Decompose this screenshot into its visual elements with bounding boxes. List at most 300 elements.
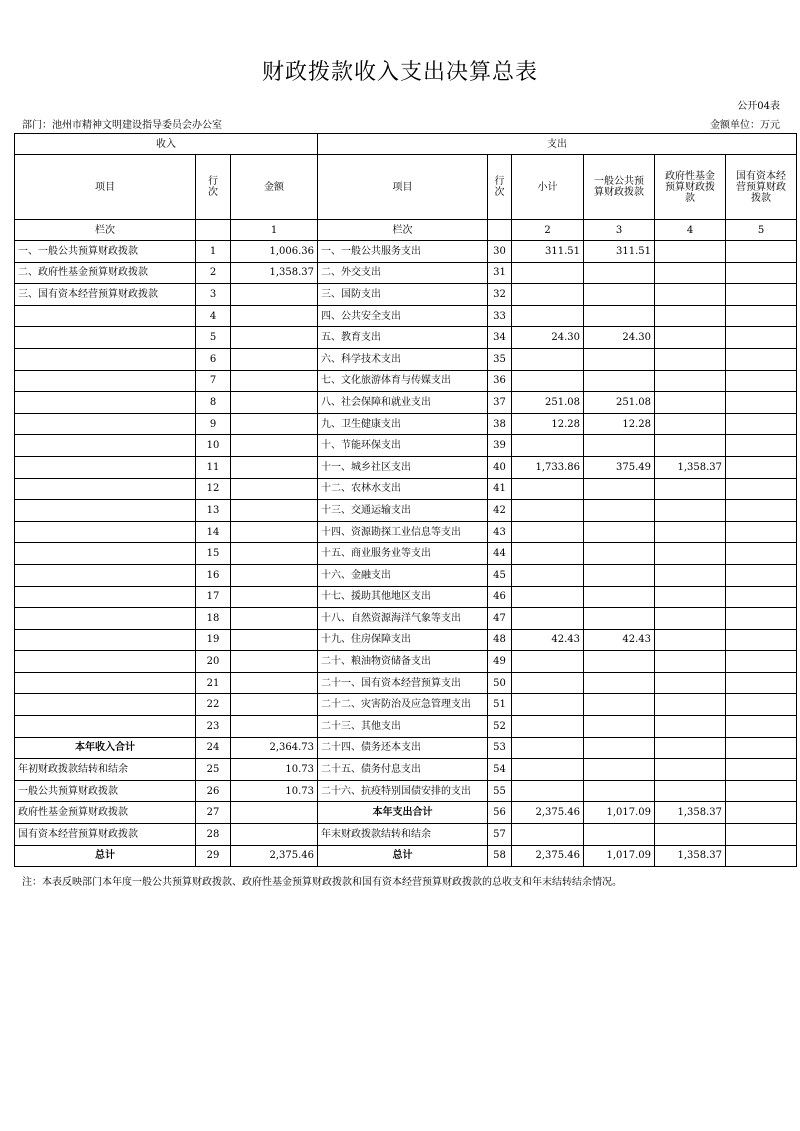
expense-item-cell: 十二、农林水支出 [318,478,488,500]
state-capital-cell [726,716,797,738]
table-row [15,435,797,457]
gov-fund-cell [655,586,726,608]
expense-row-no-cell: 43 [488,521,512,543]
general-budget-cell [584,305,655,327]
gov-fund-cell [655,651,726,673]
gov-fund-cell [655,284,726,306]
income-amount-cell [231,456,318,478]
expense-item-cell: 一、一般公共服务支出 [318,241,488,263]
subtotal-cell [512,564,584,586]
subtotal-cell [512,737,584,759]
income-item-cell [15,370,196,392]
form-code: 公开04表 [737,101,780,112]
income-amount-cell: 10.73 [231,759,318,781]
gov-fund-cell [655,478,726,500]
page-title: 财政拨款收入支出决算总表 [261,60,538,85]
subtotal-cell [512,694,584,716]
subtotal-cell [512,759,584,781]
income-header: 收入 [15,134,318,155]
table-row [15,478,797,500]
income-row-no-cell: 28 [196,824,231,846]
state-capital-cell [726,586,797,608]
subtotal-cell: 2,375.46 [512,845,584,867]
gov-fund-cell: 1,358.37 [655,802,726,824]
table-row [15,348,797,370]
expense-row-no-cell: 37 [488,392,512,414]
subtotal-cell [512,284,584,306]
expense-item-cell: 二十五、债务付息支出 [318,759,488,781]
state-capital-cell [726,284,797,306]
general-budget-cell [584,586,655,608]
general-budget-cell [584,716,655,738]
expense-item-cell: 二十四、债务还本支出 [318,737,488,759]
income-item-cell [15,564,196,586]
income-col-label: 栏次 [15,220,196,241]
table-row [15,500,797,522]
expense-item-cell: 二、外交支出 [318,262,488,284]
general-budget-cell: 42.43 [584,629,655,651]
gov-fund-cell [655,413,726,435]
general-budget-cell: 375.49 [584,456,655,478]
expense-col-index-4: 4 [655,220,726,241]
subtotal-cell [512,521,584,543]
gov-fund-cell [655,759,726,781]
income-item-cell: 国有资本经营预算财政拨款 [15,824,196,846]
general-budget-cell [584,780,655,802]
income-amount-cell [231,435,318,457]
income-row-no-cell: 15 [196,543,231,565]
table-row [15,780,797,802]
state-capital-cell [726,737,797,759]
general-budget-cell [584,694,655,716]
income-item-cell [15,521,196,543]
subtotal-cell [512,500,584,522]
income-row-no-cell: 24 [196,737,231,759]
expense-item-cell: 十六、金融支出 [318,564,488,586]
gov-fund-cell [655,737,726,759]
table-row [15,586,797,608]
state-capital-cell [726,564,797,586]
subtotal-cell [512,435,584,457]
expense-row-no-cell: 38 [488,413,512,435]
income-amount-cell [231,543,318,565]
state-capital-cell [726,435,797,457]
income-amount-cell: 2,375.46 [231,845,318,867]
income-amount-cell [231,824,318,846]
general-budget-cell [584,521,655,543]
expense-row-no-cell: 34 [488,327,512,349]
expense-item-cell: 六、科学技术支出 [318,348,488,370]
income-row-no-cell: 2 [196,262,231,284]
income-row-no-cell: 13 [196,500,231,522]
general-budget-cell [584,608,655,630]
income-row-no-cell: 4 [196,305,231,327]
income-amount-cell: 2,364.73 [231,737,318,759]
table-row [15,824,797,846]
income-row-no-cell: 14 [196,521,231,543]
income-item-cell [15,456,196,478]
general-budget-header: 一般公共预算财政拨款 [584,155,655,220]
expense-item-cell: 二十一、国有资本经营预算支出 [318,672,488,694]
income-row-no-cell: 23 [196,716,231,738]
table-row [15,327,797,349]
table-row [15,716,797,738]
table-row [15,413,797,435]
state-capital-cell [726,759,797,781]
expense-row-no-cell: 48 [488,629,512,651]
general-budget-cell [584,759,655,781]
state-capital-cell [726,824,797,846]
expense-row-no-cell: 35 [488,348,512,370]
table-row [15,694,797,716]
expense-row-no-cell: 52 [488,716,512,738]
header-row-sections [15,134,797,155]
table-row [15,284,797,306]
income-row-no-cell: 8 [196,392,231,414]
expense-col-index-5: 5 [726,220,797,241]
expense-row-no-cell: 36 [488,370,512,392]
expense-col-index-blank [488,220,512,241]
expense-col-index-2: 2 [512,220,584,241]
state-capital-cell [726,478,797,500]
expense-item-cell: 二十二、灾害防治及应急管理支出 [318,694,488,716]
income-row-no-cell: 22 [196,694,231,716]
income-amount-cell: 1,358.37 [231,262,318,284]
income-row-no-cell: 18 [196,608,231,630]
table-row [15,608,797,630]
general-budget-cell [584,564,655,586]
gov-fund-cell [655,780,726,802]
expense-header: 支出 [318,134,797,155]
expense-item-cell: 八、社会保障和就业支出 [318,392,488,414]
income-row-no-cell: 19 [196,629,231,651]
table-row [15,370,797,392]
income-item-cell [15,629,196,651]
expense-row-no-cell: 33 [488,305,512,327]
income-row-no-cell: 11 [196,456,231,478]
state-capital-cell [726,629,797,651]
expense-item-cell: 五、教育支出 [318,327,488,349]
subtotal-cell [512,651,584,673]
income-row-no-cell: 9 [196,413,231,435]
expense-item-cell: 二十三、其他支出 [318,716,488,738]
expense-row-no-cell: 32 [488,284,512,306]
expense-item-cell: 二十、粮油物资储备支出 [318,651,488,673]
gov-fund-cell [655,327,726,349]
state-capital-cell [726,305,797,327]
income-item-cell: 总计 [15,845,196,867]
subtotal-cell [512,608,584,630]
expense-row-no-cell: 51 [488,694,512,716]
state-capital-cell [726,348,797,370]
income-row-no-cell: 1 [196,241,231,263]
subtotal-cell [512,348,584,370]
expense-row-no-cell: 53 [488,737,512,759]
state-capital-header: 国有资本经营预算财政拨款 [726,155,797,220]
table-row [15,392,797,414]
income-row-no-cell: 6 [196,348,231,370]
footnote: 注：本表反映部门本年度一般公共预算财政拨款、政府性基金预算财政拨款和国有资本经营预算财政拨款的总收支和年末结转结余情况。 [22,877,622,888]
expense-row-no-cell: 49 [488,651,512,673]
income-item-cell [15,305,196,327]
expense-item-cell: 年末财政拨款结转和结余 [318,824,488,846]
income-amount-cell [231,586,318,608]
expense-item-cell: 二十六、抗疫特别国债安排的支出 [318,780,488,802]
expense-row-no-header: 行次 [488,155,512,220]
general-budget-cell: 1,017.09 [584,845,655,867]
expense-item-cell: 总计 [318,845,488,867]
income-col-index-blank [196,220,231,241]
income-item-cell: 政府性基金预算财政拨款 [15,802,196,824]
table-row [15,305,797,327]
state-capital-cell [726,521,797,543]
state-capital-cell [726,608,797,630]
income-col-index-1: 1 [231,220,318,241]
expense-col-index-3: 3 [584,220,655,241]
income-item-cell [15,435,196,457]
income-amount-cell [231,305,318,327]
subtotal-cell [512,478,584,500]
general-budget-cell [584,435,655,457]
income-row-no-cell: 7 [196,370,231,392]
expense-row-no-cell: 46 [488,586,512,608]
expense-row-no-cell: 39 [488,435,512,457]
general-budget-cell [584,500,655,522]
gov-fund-header: 政府性基金预算财政拨款 [655,155,726,220]
gov-fund-cell [655,392,726,414]
income-row-no-cell: 12 [196,478,231,500]
state-capital-cell [726,694,797,716]
gov-fund-cell [655,629,726,651]
expense-row-no-cell: 58 [488,845,512,867]
income-item-cell [15,608,196,630]
table-row [15,456,797,478]
table-row [15,564,797,586]
expense-row-no-cell: 40 [488,456,512,478]
gov-fund-cell [655,521,726,543]
subtotal-cell [512,716,584,738]
income-amount-cell: 1,006.36 [231,241,318,263]
general-budget-cell [584,543,655,565]
expense-item-cell: 十九、住房保障支出 [318,629,488,651]
income-item-cell: 一、一般公共预算财政拨款 [15,241,196,263]
income-amount-cell [231,478,318,500]
gov-fund-cell [655,348,726,370]
state-capital-cell [726,845,797,867]
subtotal-header: 小计 [512,155,584,220]
budget-summary-table [14,133,797,867]
income-amount-cell [231,348,318,370]
expense-row-no-cell: 41 [488,478,512,500]
income-amount-cell [231,521,318,543]
general-budget-cell: 12.28 [584,413,655,435]
income-row-no-header: 行次 [196,155,231,220]
income-amount-cell [231,327,318,349]
income-item-header: 项目 [15,155,196,220]
subtotal-cell: 12.28 [512,413,584,435]
state-capital-cell [726,651,797,673]
subtotal-cell: 24.30 [512,327,584,349]
gov-fund-cell: 1,358.37 [655,456,726,478]
subtotal-cell [512,780,584,802]
gov-fund-cell [655,824,726,846]
table-row [15,262,797,284]
income-amount-cell [231,716,318,738]
table-row [15,241,797,263]
table-row [15,672,797,694]
expense-row-no-cell: 54 [488,759,512,781]
general-budget-cell [584,370,655,392]
income-amount-cell [231,500,318,522]
general-budget-cell: 311.51 [584,241,655,263]
expense-item-cell: 十四、资源勘探工业信息等支出 [318,521,488,543]
state-capital-cell [726,780,797,802]
gov-fund-cell [655,435,726,457]
gov-fund-cell [655,564,726,586]
expense-item-header: 项目 [318,155,488,220]
subtotal-cell: 42.43 [512,629,584,651]
income-item-cell [15,348,196,370]
expense-item-cell: 九、卫生健康支出 [318,413,488,435]
state-capital-cell [726,672,797,694]
expense-col-label: 栏次 [318,220,488,241]
income-row-no-cell: 17 [196,586,231,608]
subtotal-cell [512,824,584,846]
income-item-cell: 年初财政拨款结转和结余 [15,759,196,781]
expense-row-no-cell: 50 [488,672,512,694]
expense-item-cell: 十五、商业服务业等支出 [318,543,488,565]
general-budget-cell [584,262,655,284]
income-item-cell [15,651,196,673]
department-label: 部门：池州市精神文明建设指导委员会办公室 [22,120,222,131]
table-row [15,802,797,824]
income-row-no-cell: 20 [196,651,231,673]
expense-row-no-cell: 45 [488,564,512,586]
income-amount-cell [231,608,318,630]
gov-fund-cell [655,241,726,263]
general-budget-cell: 251.08 [584,392,655,414]
income-row-no-cell: 10 [196,435,231,457]
expense-row-no-cell: 42 [488,500,512,522]
state-capital-cell [726,413,797,435]
header-row-column-index [15,220,797,241]
state-capital-cell [726,500,797,522]
income-item-cell: 二、政府性基金预算财政拨款 [15,262,196,284]
expense-item-cell: 三、国防支出 [318,284,488,306]
expense-item-cell: 十七、援助其他地区支出 [318,586,488,608]
income-item-cell [15,716,196,738]
table-row [15,651,797,673]
state-capital-cell [726,802,797,824]
general-budget-cell [584,651,655,673]
state-capital-cell [726,392,797,414]
income-row-no-cell: 25 [196,759,231,781]
income-amount-cell [231,413,318,435]
state-capital-cell [726,327,797,349]
subtotal-cell: 251.08 [512,392,584,414]
expense-item-cell: 十三、交通运输支出 [318,500,488,522]
income-amount-cell [231,564,318,586]
gov-fund-cell [655,694,726,716]
expense-item-cell: 十、节能环保支出 [318,435,488,457]
expense-row-no-cell: 57 [488,824,512,846]
gov-fund-cell [655,500,726,522]
income-item-cell [15,413,196,435]
general-budget-cell [584,284,655,306]
general-budget-cell: 1,017.09 [584,802,655,824]
expense-item-cell: 四、公共安全支出 [318,305,488,327]
subtotal-cell [512,586,584,608]
table-row [15,521,797,543]
general-budget-cell [584,824,655,846]
table-row [15,737,797,759]
income-item-cell [15,392,196,414]
gov-fund-cell [655,305,726,327]
income-row-no-cell: 27 [196,802,231,824]
subtotal-cell: 2,375.46 [512,802,584,824]
table-row [15,629,797,651]
expense-item-cell: 十八、自然资源海洋气象等支出 [318,608,488,630]
gov-fund-cell [655,672,726,694]
subtotal-cell: 311.51 [512,241,584,263]
general-budget-cell: 24.30 [584,327,655,349]
income-amount-cell [231,672,318,694]
general-budget-cell [584,478,655,500]
income-item-cell [15,500,196,522]
income-row-no-cell: 21 [196,672,231,694]
income-amount-cell [231,651,318,673]
income-item-cell [15,478,196,500]
income-item-cell: 一般公共预算财政拨款 [15,780,196,802]
income-item-cell [15,543,196,565]
table-row [15,759,797,781]
income-row-no-cell: 5 [196,327,231,349]
income-amount-cell: 10.73 [231,780,318,802]
subtotal-cell [512,672,584,694]
state-capital-cell [726,262,797,284]
subtotal-cell: 1,733.86 [512,456,584,478]
income-item-cell [15,327,196,349]
state-capital-cell [726,543,797,565]
expense-row-no-cell: 56 [488,802,512,824]
income-amount-cell [231,629,318,651]
subtotal-cell [512,305,584,327]
income-amount-cell [231,802,318,824]
subtotal-cell [512,543,584,565]
expense-row-no-cell: 55 [488,780,512,802]
gov-fund-cell [655,608,726,630]
income-amount-cell [231,370,318,392]
table-row [15,543,797,565]
expense-row-no-cell: 30 [488,241,512,263]
state-capital-cell [726,456,797,478]
unit-label: 金额单位：万元 [710,120,780,131]
expense-item-cell: 十一、城乡社区支出 [318,456,488,478]
gov-fund-cell [655,262,726,284]
general-budget-cell [584,737,655,759]
expense-row-no-cell: 44 [488,543,512,565]
income-amount-cell [231,694,318,716]
income-row-no-cell: 29 [196,845,231,867]
gov-fund-cell: 1,358.37 [655,845,726,867]
gov-fund-cell [655,370,726,392]
gov-fund-cell [655,716,726,738]
income-row-no-cell: 16 [196,564,231,586]
income-item-cell: 三、国有资本经营预算财政拨款 [15,284,196,306]
header-row-columns [15,155,797,220]
gov-fund-cell [655,543,726,565]
subtotal-cell [512,262,584,284]
